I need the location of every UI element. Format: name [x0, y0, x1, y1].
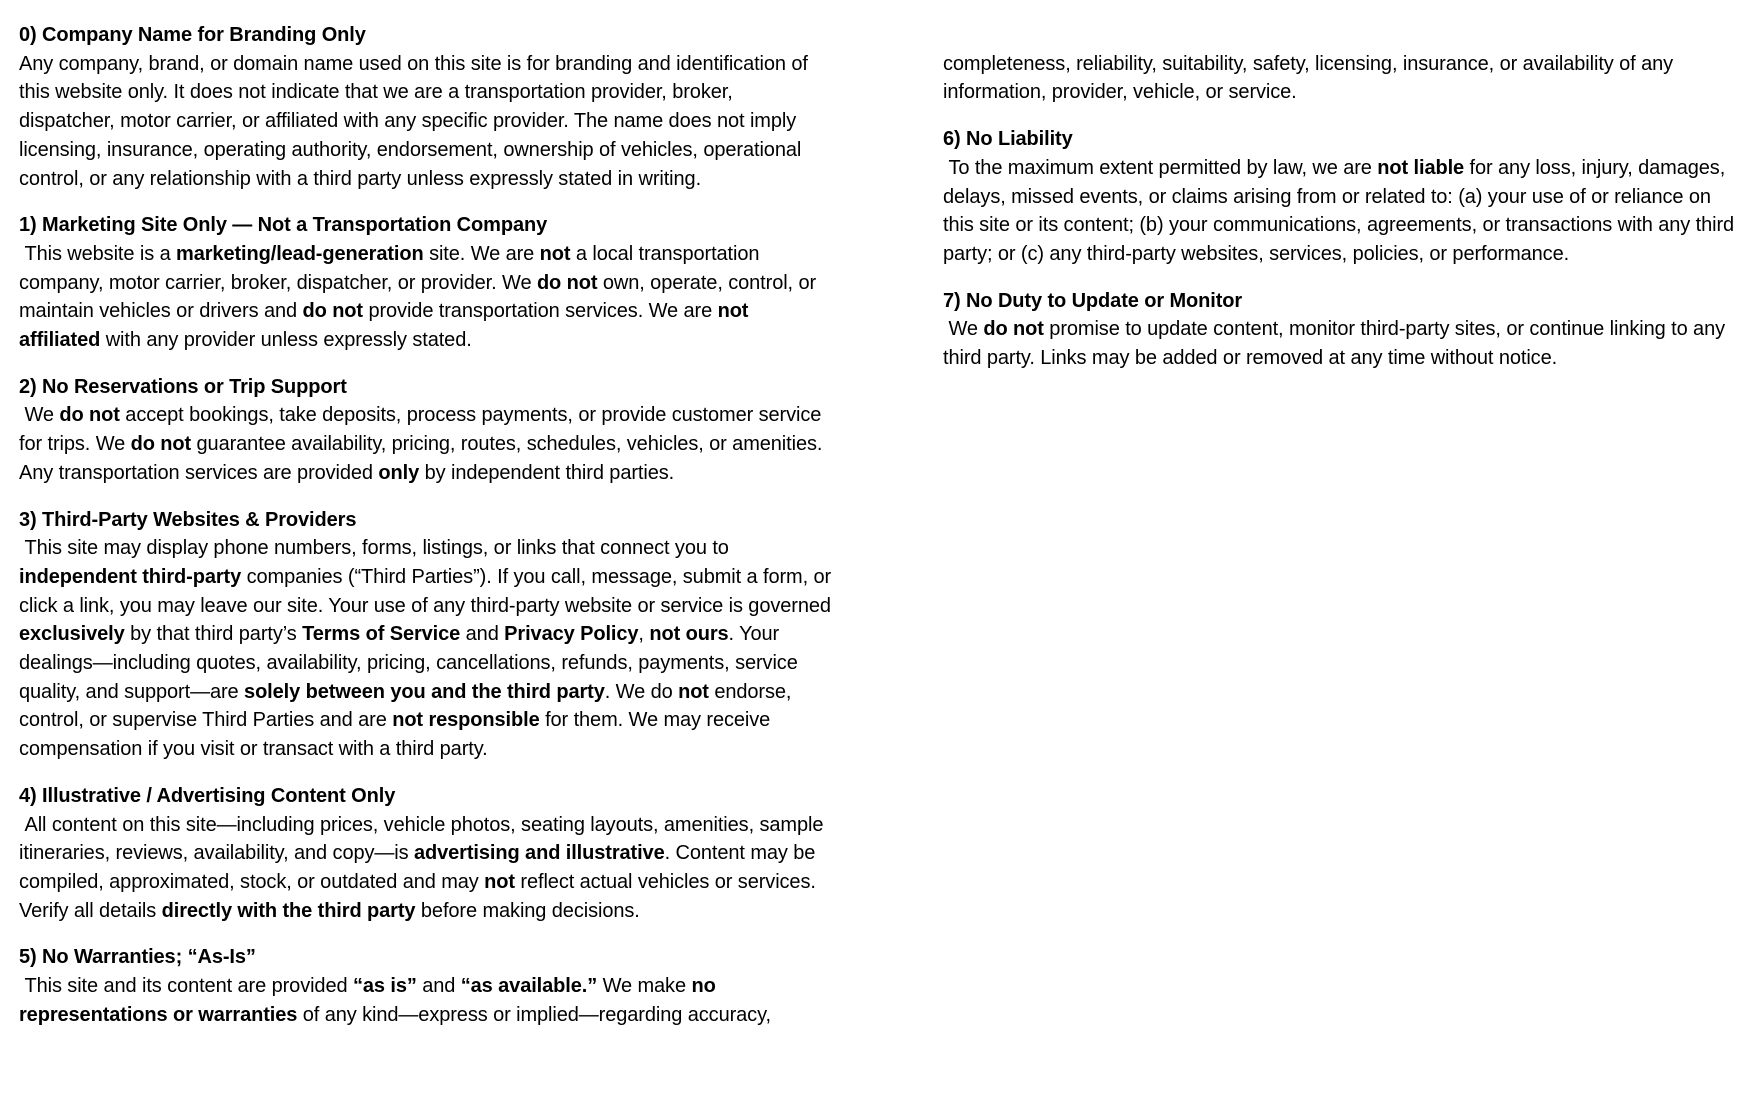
text-run: reflect actual vehicles or services. Verify all details — [19, 870, 816, 922]
text-run: . Content may be compiled, approximated, stock, or outdated and may — [19, 842, 816, 893]
bold-text-run: advertising and illustrative — [414, 842, 665, 865]
section-block — [943, 287, 1743, 373]
section-heading: 7) No Duty to Update or Monitor — [943, 289, 1243, 312]
text-run: To the maximum extent permitted by law, we are — [943, 156, 1378, 179]
bold-text-run: Terms of Service — [302, 623, 461, 646]
bold-text-run: exclusively — [19, 623, 125, 646]
section-block — [19, 211, 832, 355]
bold-text-run: Privacy Policy — [504, 623, 639, 646]
text-run: and — [416, 975, 461, 998]
text-run: accept bookings, take deposits, process payments, or provide customer service for trips. We — [19, 404, 822, 456]
bold-text-run: not affiliated — [19, 300, 749, 352]
text-run: We make — [597, 975, 692, 998]
text-run: provide transportation services. We are — [362, 300, 718, 323]
text-run: for them. We may receive compensation if you visit or transact with a third party. — [19, 709, 771, 761]
bold-text-run: not — [678, 680, 709, 703]
text-run: with any provider unless expressly stated. — [100, 329, 472, 352]
section-block — [19, 782, 832, 926]
text-run: All content on this site—including prices, vehicle photos, seating layouts, amenities, sample itineraries, reviews, availability, and copy—is — [19, 813, 824, 865]
text-run: This website is a — [19, 242, 177, 265]
bold-text-run: “as is” — [352, 975, 417, 998]
text-run: for any loss, injury, damages, delays, missed events, or claims arising from or related to: (a) your use of or reliance on this site or its content; (b) your communications, agreements, or transactions with any third party; or (c) any third-party websites, services, policies, or performance. — [943, 156, 1735, 265]
section-heading: 6) No Liability — [943, 128, 1073, 151]
section-heading: 2) No Reservations or Trip Support — [19, 375, 347, 398]
section-heading: 1) Marketing Site Only — Not a Transportation Company — [19, 214, 548, 237]
text-run: by that third party’s — [124, 623, 303, 646]
text-run: This site and its content are provided — [19, 975, 353, 998]
section-heading: 3) Third-Party Websites & Providers — [19, 508, 357, 531]
left-column — [19, 21, 832, 1030]
bold-text-run: do not — [983, 318, 1044, 341]
bold-text-run: marketing/lead-generation — [176, 242, 424, 265]
bold-text-run: not ours — [649, 623, 729, 646]
bold-text-run: do not — [59, 404, 120, 427]
bold-text-run: “as available.” — [460, 975, 598, 998]
bold-text-run: not — [484, 870, 515, 893]
text-run: a local transportation company, motor carrier, broker, dispatcher, or provider. We — [19, 242, 760, 294]
section-block — [19, 506, 832, 764]
bold-text-run: do not — [302, 300, 363, 323]
text-run: This site may display phone numbers, forms, listings, or links that connect you to — [19, 537, 729, 560]
text-run: by independent third parties. — [419, 461, 675, 484]
section-heading: 4) Illustrative / Advertising Content Only — [19, 784, 396, 807]
text-run: companies (“Third Parties”). If you call, message, submit a form, or click a link, you may leave our site. Your use of any third-party website or service is governed — [19, 565, 832, 617]
text-run: of any kind—express or implied—regarding accuracy, — [297, 1003, 771, 1026]
section-heading: 5) No Warranties; “As-Is” — [19, 946, 256, 969]
text-run: guarantee availability, pricing, routes, schedules, vehicles, or amenities. Any transportation services are provided — [19, 433, 823, 484]
right-column — [943, 50, 1743, 373]
text-run: own, operate, control, or maintain vehicles or drivers and — [19, 271, 817, 323]
text-run: before making decisions. — [415, 899, 640, 922]
text-run: Any company, brand, or domain name used on this site is for branding and identification of this website only. It does not indicate that we are a transportation provider, broker, dispatcher, motor carrier, or affiliated with any specific provider. The name does not imply licensing, insurance, operating authority, endorsement, ownership of vehicles, operational control, or any relationship with a third party unless expressly stated in writing. — [19, 52, 808, 190]
bold-text-run: do not — [536, 271, 598, 294]
bold-text-run: solely between you and the third party — [244, 680, 605, 703]
paragraph-continuation — [943, 50, 1743, 107]
bold-text-run: no representations or warranties — [19, 975, 716, 1026]
text-run: promise to update content, monitor third-party sites, or continue linking to any third party. Links may be added or removed at any time without notice. — [943, 318, 1725, 370]
section-block — [19, 373, 832, 488]
section-block — [943, 125, 1743, 269]
bold-text-run: not — [539, 242, 571, 265]
section-heading: 0) Company Name for Branding Only — [19, 24, 366, 46]
bold-text-run: directly with the third party — [161, 899, 416, 922]
section-block — [19, 21, 832, 193]
text-run: We — [943, 318, 984, 341]
bold-text-run: independent third-party — [19, 565, 242, 588]
text-run: completeness, reliability, suitability, safety, licensing, insurance, or availability of any information, provider, vehicle, or service. — [943, 52, 1674, 104]
text-run: We — [19, 404, 60, 427]
section-block — [19, 943, 832, 1029]
text-run: endorse, control, or supervise Third Parties and are — [19, 680, 792, 732]
text-run: and — [460, 623, 505, 646]
text-run: , — [638, 623, 650, 646]
text-run: . Your dealings—including quotes, availability, pricing, cancellations, refunds, payments, service quality, and support—are — [19, 623, 798, 703]
bold-text-run: only — [378, 461, 420, 484]
bold-text-run: do not — [130, 433, 192, 456]
bold-text-run: not liable — [1377, 156, 1465, 179]
bold-text-run: not responsible — [392, 709, 540, 732]
text-run: . We do — [604, 680, 679, 703]
text-run: site. We are — [423, 242, 540, 265]
